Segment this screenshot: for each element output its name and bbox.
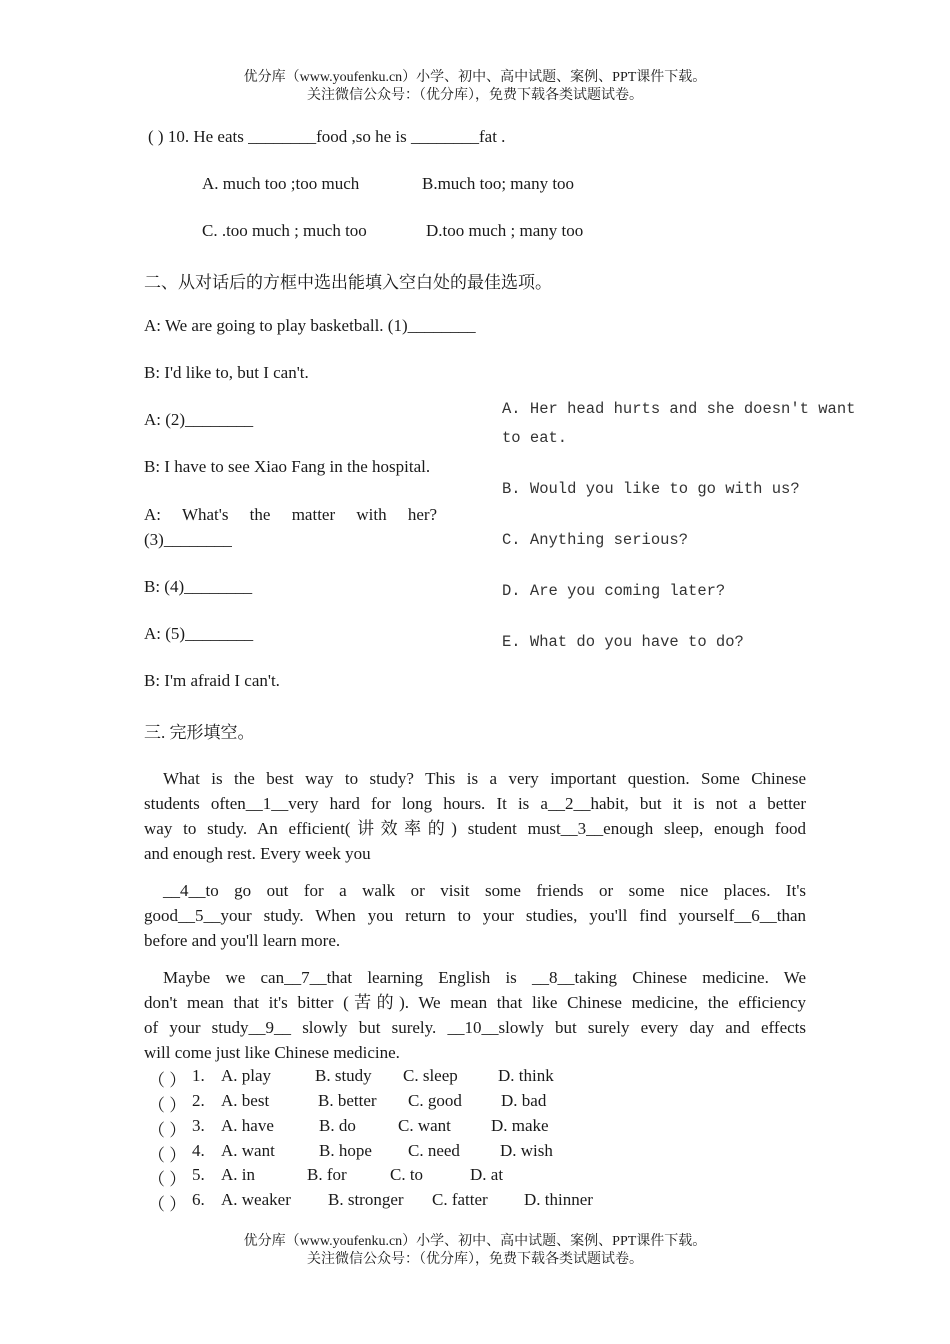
cloze-paragraph-3 bbox=[144, 965, 806, 1065]
option-b: B. hope bbox=[319, 1141, 372, 1160]
question-number: 4. bbox=[192, 1141, 205, 1160]
q10-option-c: C. .too much ; much too bbox=[202, 221, 367, 240]
question-number: 2. bbox=[192, 1091, 205, 1110]
dialogue-line-7: A: (5)________ bbox=[144, 624, 254, 643]
q10-stem: ( ) 10. He eats ________food ,so he is ________fat . bbox=[148, 127, 506, 146]
answer-paren[interactable]: （ ） bbox=[148, 1071, 187, 1090]
dialogue-line-4: B: I have to see Xiao Fang in the hospital. bbox=[144, 457, 431, 476]
option-c: C. sleep bbox=[403, 1066, 458, 1085]
header-line-2: 关注微信公众号：（优分库），免费下载各类试题试卷。 bbox=[307, 88, 643, 103]
choice-d: D. Are you coming later? bbox=[502, 582, 726, 600]
option-a: A. best bbox=[221, 1091, 270, 1110]
dialogue-line-5: A: What's the matter with her? bbox=[144, 505, 438, 524]
cloze-p2-line-2: good__5__your study. When you return to your studies, you'll find yourself__6__than bbox=[144, 906, 806, 925]
option-b: B. better bbox=[318, 1091, 377, 1110]
option-b: B. for bbox=[307, 1165, 347, 1184]
dialogue-line-6: B: (4)________ bbox=[144, 577, 253, 596]
option-c: C. need bbox=[408, 1141, 460, 1160]
footer-line-1: 优分库（www.youfenku.cn）小学、初中、高中试题、案例、PPT课件下载。 bbox=[243, 1234, 707, 1249]
q10-option-d: D.too much ; many too bbox=[426, 221, 584, 240]
cloze-p3-line-1: Maybe we can__7__that learning English is __8__taking Chinese medicine. We bbox=[163, 968, 806, 987]
option-a: A. weaker bbox=[221, 1190, 291, 1209]
cloze-p1-line-4: and enough rest. Every week you bbox=[144, 844, 371, 863]
choice-c: C. Anything serious? bbox=[502, 531, 689, 549]
cloze-p1-line-1: What is the best way to study? This is a very important question. Some Chinese bbox=[163, 769, 806, 788]
option-b: B. do bbox=[319, 1116, 356, 1135]
option-a: A. want bbox=[221, 1141, 275, 1160]
option-d: D. bad bbox=[501, 1091, 547, 1110]
q10-option-a: A. much too ;too much bbox=[202, 174, 360, 193]
cloze-p3-line-2: don't mean that it's bitter (苦的). We mean that like Chinese medicine, the efficiency bbox=[144, 993, 806, 1012]
question-number: 1. bbox=[192, 1066, 205, 1085]
section2-title: 二、从对话后的方框中选出能填入空白处的最佳选项。 bbox=[144, 273, 552, 292]
question-number: 6. bbox=[192, 1190, 205, 1209]
option-d: D. think bbox=[498, 1066, 554, 1085]
option-d: D. wish bbox=[500, 1141, 553, 1160]
dialogue-line-3: A: (2)________ bbox=[144, 410, 254, 429]
question-number: 3. bbox=[192, 1116, 205, 1135]
answer-paren[interactable]: （ ） bbox=[148, 1096, 187, 1115]
cloze-p3-line-3: of your study__9__ slowly but surely. __10__slowly but surely every day and effects bbox=[144, 1018, 806, 1037]
option-d: D. make bbox=[491, 1116, 549, 1135]
option-a: A. in bbox=[221, 1165, 255, 1184]
option-a: A. play bbox=[221, 1066, 272, 1085]
cloze-paragraph-1 bbox=[144, 766, 806, 866]
choice-e: E. What do you have to do? bbox=[502, 633, 744, 651]
cloze-paragraph-2 bbox=[144, 878, 806, 953]
answer-paren[interactable]: （ ） bbox=[148, 1170, 187, 1189]
choice-b: B. Would you like to go with us? bbox=[502, 480, 800, 498]
footer-line-2: 关注微信公众号：（优分库），免费下载各类试题试卷。 bbox=[307, 1252, 643, 1267]
option-d: D. at bbox=[470, 1165, 504, 1184]
cloze-p2-line-3: before and you'll learn more. bbox=[144, 931, 341, 950]
option-c: C. fatter bbox=[432, 1190, 488, 1209]
option-c: C. to bbox=[390, 1165, 424, 1184]
cloze-p1-line-3: way to study. An efficient(讲效率的) student must__3__enough sleep, enough food bbox=[144, 819, 806, 838]
dialogue-line-8: B: I'm afraid I can't. bbox=[144, 671, 280, 690]
dialogue-line-2: B: I'd like to, but I can't. bbox=[144, 363, 309, 382]
option-c: C. want bbox=[398, 1116, 451, 1135]
section3-title: 三. 完形填空。 bbox=[144, 723, 255, 742]
answer-paren[interactable]: （ ） bbox=[148, 1121, 187, 1140]
cloze-p1-line-2: students often__1__very hard for long hours. It is a__2__habit, but it is not a better bbox=[144, 794, 806, 813]
q10-option-b: B.much too; many too bbox=[422, 174, 575, 193]
option-b: B. study bbox=[315, 1066, 372, 1085]
option-b: B. stronger bbox=[328, 1190, 404, 1209]
answer-paren[interactable]: （ ） bbox=[148, 1195, 187, 1214]
option-a: A. have bbox=[221, 1116, 274, 1135]
option-d: D. thinner bbox=[524, 1190, 593, 1209]
cloze-p2-line-1: __4__to go out for a walk or visit some friends or some nice places. It's bbox=[163, 881, 806, 900]
dialogue-line-5-blank: (3)________ bbox=[144, 530, 232, 549]
question-number: 5. bbox=[192, 1165, 205, 1184]
cloze-p3-line-4: will come just like Chinese medicine. bbox=[144, 1043, 400, 1062]
header-line-1: 优分库（www.youfenku.cn）小学、初中、高中试题、案例、PPT课件下载。 bbox=[243, 70, 707, 85]
answer-paren[interactable]: （ ） bbox=[148, 1146, 187, 1165]
choice-a-cont: to eat. bbox=[502, 429, 568, 447]
dialogue-line-1: A: We are going to play basketball. (1)________ bbox=[144, 316, 476, 335]
option-c: C. good bbox=[408, 1091, 462, 1110]
choice-a: A. Her head hurts and she doesn't want bbox=[502, 400, 856, 418]
